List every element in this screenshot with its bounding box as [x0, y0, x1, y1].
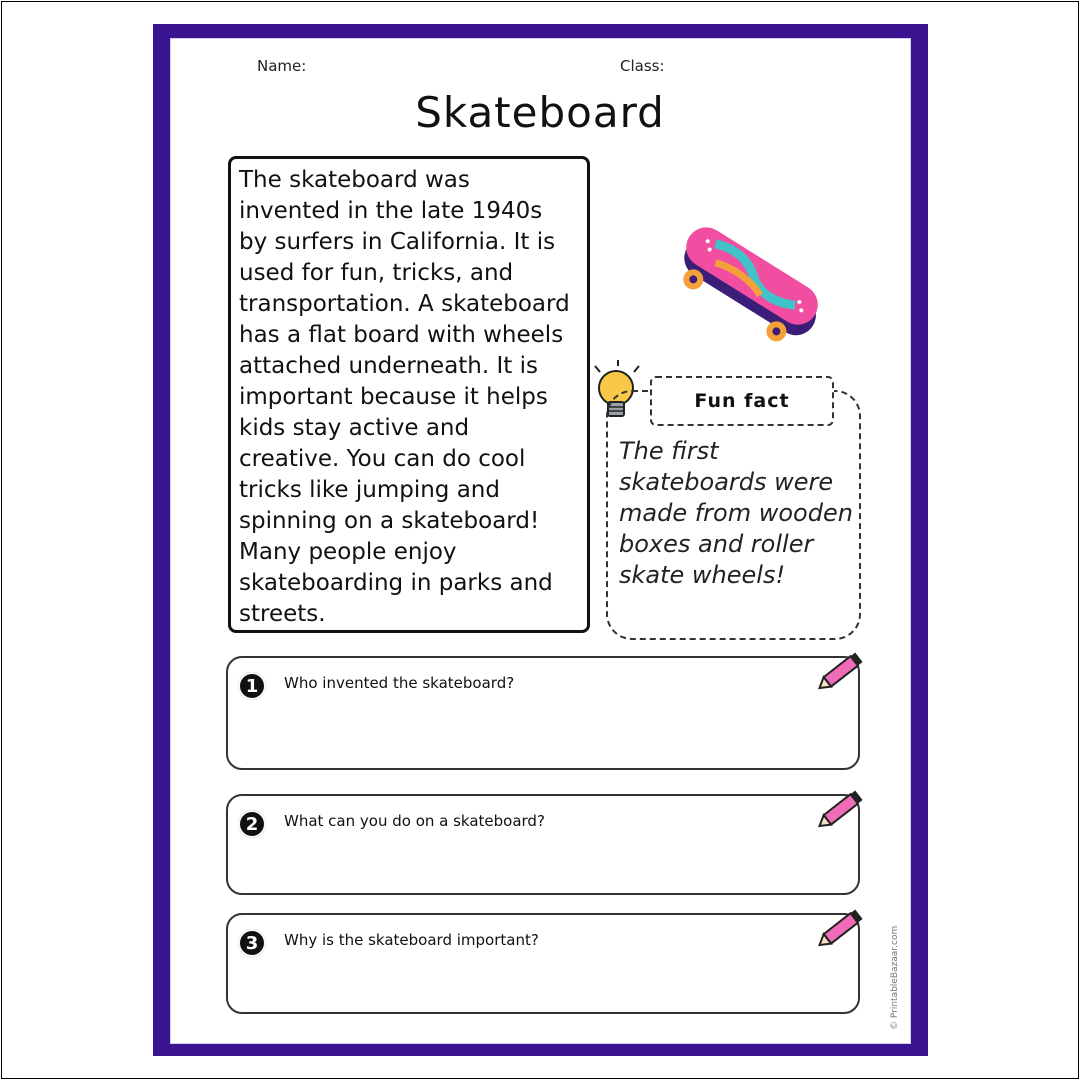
pencil-icon [812, 648, 868, 696]
name-label: Name: [257, 57, 307, 75]
question-text: Who invented the skateboard? [284, 674, 515, 692]
fun-fact-label: Fun fact [650, 376, 834, 426]
copyright-watermark: © PrintableBazaar.com [890, 925, 900, 1030]
question-box-1[interactable] [226, 656, 860, 770]
class-label: Class: [620, 57, 665, 75]
pencil-icon [812, 786, 868, 834]
question-box-3[interactable] [226, 913, 860, 1014]
question-box-2[interactable] [226, 794, 860, 895]
pencil-icon [812, 905, 868, 953]
question-text: What can you do on a skateboard? [284, 812, 545, 830]
fun-fact-text: The first skateboards were made from wooden boxes and roller skate wheels! [619, 437, 853, 589]
question-number-badge: 2 [238, 810, 266, 838]
question-number-badge: 3 [238, 929, 266, 957]
reading-passage: The skateboard was invented in the late 1940s by surfers in California. It is used for fun, tricks, and transportation. A skateboard has a flat board with wheels attached underneath. It is important because it helps kids stay active and creative. You can do cool tricks like jumping and spinning on a skateboard! Many people enjoy skateboarding in parks and streets. [228, 156, 590, 633]
skateboard-icon [670, 218, 830, 348]
page-title: Skateboard [415, 88, 665, 137]
question-text: Why is the skateboard important? [284, 931, 539, 949]
question-number-badge: 1 [238, 672, 266, 700]
